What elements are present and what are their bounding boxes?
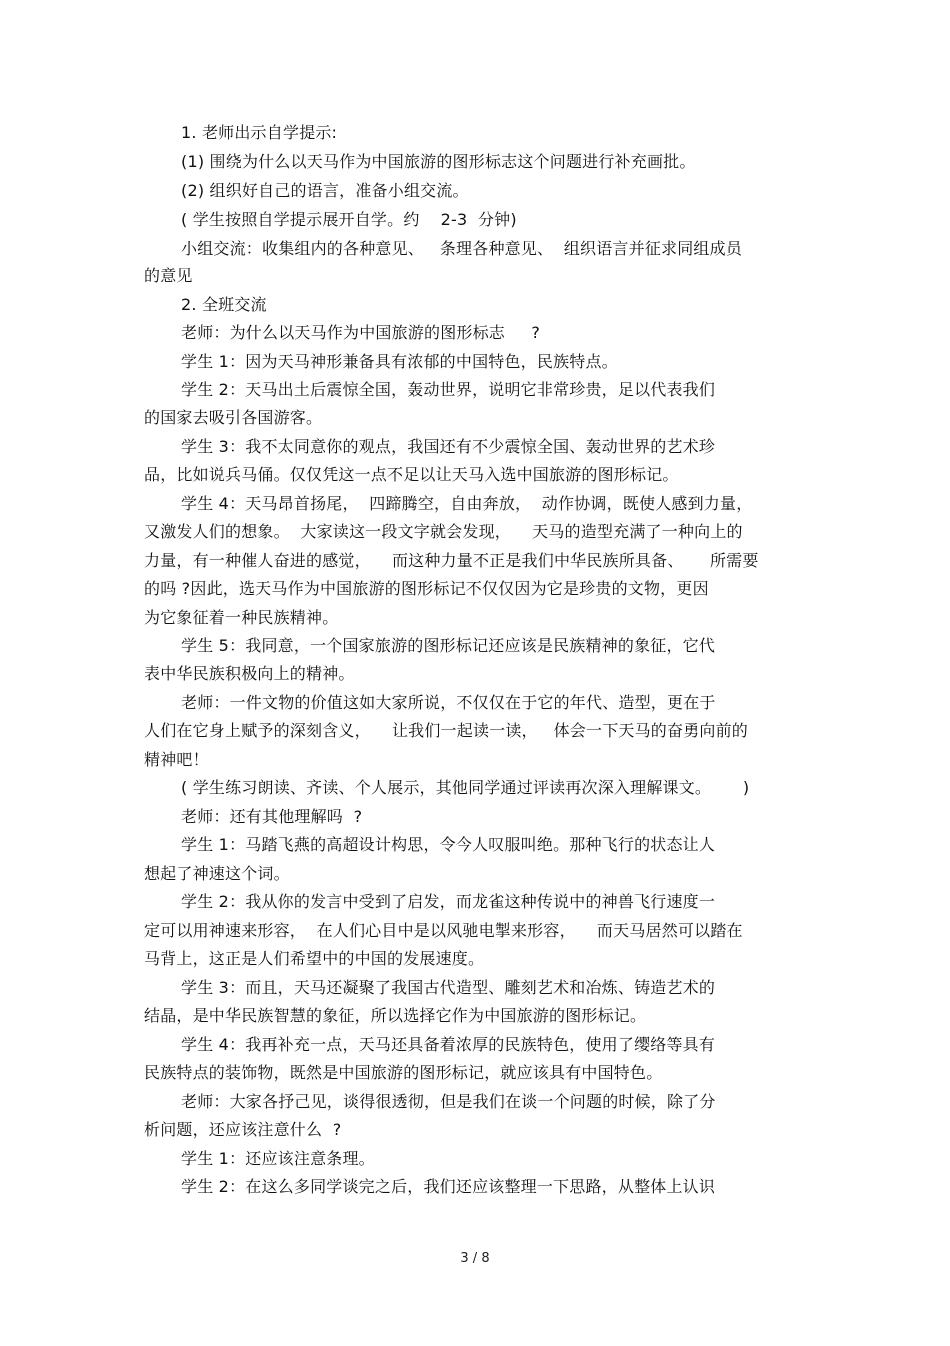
text-line: 的吗 ?因此，选天马作为中国旅游的图形标记不仅仅因为它是珍贵的文物，更因 <box>144 579 709 598</box>
text-line: 学生 1：马踏飞燕的高超设计构思，令今人叹服叫绝。那种飞行的状态让人 <box>181 835 716 854</box>
text-line: 想起了神速这个词。 <box>144 864 290 883</box>
text-line: 品，比如说兵马俑。仅仅凭这一点不足以让天马入选中国旅游的图形标记。 <box>144 465 679 484</box>
text-line: 结晶，是中华民族智慧的象征，所以选择它作为中国旅游的图形标记。 <box>144 1006 647 1025</box>
text-line: 学生 5：我同意，一个国家旅游的图形标记还应该是民族精神的象征，它代 <box>181 636 716 655</box>
text-line: ( 学生按照自学提示展开自学。约 2-3 分钟) <box>181 210 517 229</box>
text-line: 2. 全班交流 <box>181 295 267 314</box>
text-line: 学生 4：天马昂首扬尾， 四蹄腾空，自由奔放， 动作协调，既使人感到力量， <box>181 494 753 513</box>
text-line: 析问题，还应该注意什么 ? <box>144 1120 342 1139</box>
text-line: 马背上，这正是人们希望中的中国的发展速度。 <box>144 949 485 968</box>
text-line: 老师：还有其他理解吗 ? <box>181 807 363 826</box>
text-line: 定可以用神速来形容， 在人们心目中是以风驰电掣来形容， 而天马居然可以踏在 <box>144 921 743 940</box>
text-line: 老师：为什么以天马作为中国旅游的图形标志 ? <box>181 323 541 342</box>
text-line: 学生 3：我不太同意你的观点，我国还有不少震惊全国、轰动世界的艺术珍 <box>181 437 716 456</box>
text-line: 学生 1：还应该注意条理。 <box>181 1149 375 1168</box>
text-line: 精神吧！ <box>144 750 209 769</box>
text-line: 人们在它身上赋予的深刻含义， 让我们一起读一读， 体会一下天马的奋勇向前的 <box>144 721 749 740</box>
text-line: 1. 老师出示自学提示: <box>181 123 338 142</box>
text-line: 学生 2：在这么多同学谈完之后，我们还应该整理一下思路，从整体上认识 <box>181 1177 716 1196</box>
text-line: (1) 围绕为什么以天马作为中国旅游的图形标志这个问题进行补充画批。 <box>181 152 696 171</box>
text-line: 的国家去吸引各国游客。 <box>144 408 323 427</box>
text-line: 老师：大家各抒己见，谈得很透彻，但是我们在谈一个问题的时候，除了分 <box>181 1092 716 1111</box>
text-line: 学生 3：而且，天马还凝聚了我国古代造型、雕刻艺术和冶炼、铸造艺术的 <box>181 978 716 997</box>
text-line: 老师：一件文物的价值这如大家所说，不仅仅在于它的年代、造型，更在于 <box>181 693 716 712</box>
text-line: 学生 2：天马出土后震惊全国，轰动世界，说明它非常珍贵，足以代表我们 <box>181 380 716 399</box>
page-number: 3 / 8 <box>460 1251 490 1266</box>
text-line: 学生 2：我从你的发言中受到了启发，而龙雀这种传说中的神兽飞行速度一 <box>181 892 716 911</box>
text-line: 民族特点的装饰物，既然是中国旅游的图形标记，就应该具有中国特色。 <box>144 1063 663 1082</box>
text-line: 又激发人们的想象。 大家读这一段文字就会发现， 天马的造型充满了一种向上的 <box>144 522 743 541</box>
text-line: 小组交流：收集组内的各种意见、 条理各种意见、 组织语言并征求同组成员 <box>181 239 743 258</box>
text-line: 学生 4：我再补充一点，天马还具备着浓厚的民族特色，使用了缨络等具有 <box>181 1035 716 1054</box>
text-line: 力量，有一种催人奋进的感觉， 而这种力量不正是我们中华民族所具备、 所需要 <box>144 551 759 570</box>
text-line: 学生 1：因为天马神形兼备具有浓郁的中国特色，民族特点。 <box>181 352 618 371</box>
text-line: 的意见 <box>144 266 193 285</box>
text-line: 为它象征着一种民族精神。 <box>144 608 339 627</box>
text-line: ( 学生练习朗读、齐读、个人展示，其他同学通过评读再次深入理解课文。 ) <box>181 778 750 797</box>
text-line: 表中华民族积极向上的精神。 <box>144 664 355 683</box>
text-line: (2) 组织好自己的语言，准备小组交流。 <box>181 181 469 200</box>
